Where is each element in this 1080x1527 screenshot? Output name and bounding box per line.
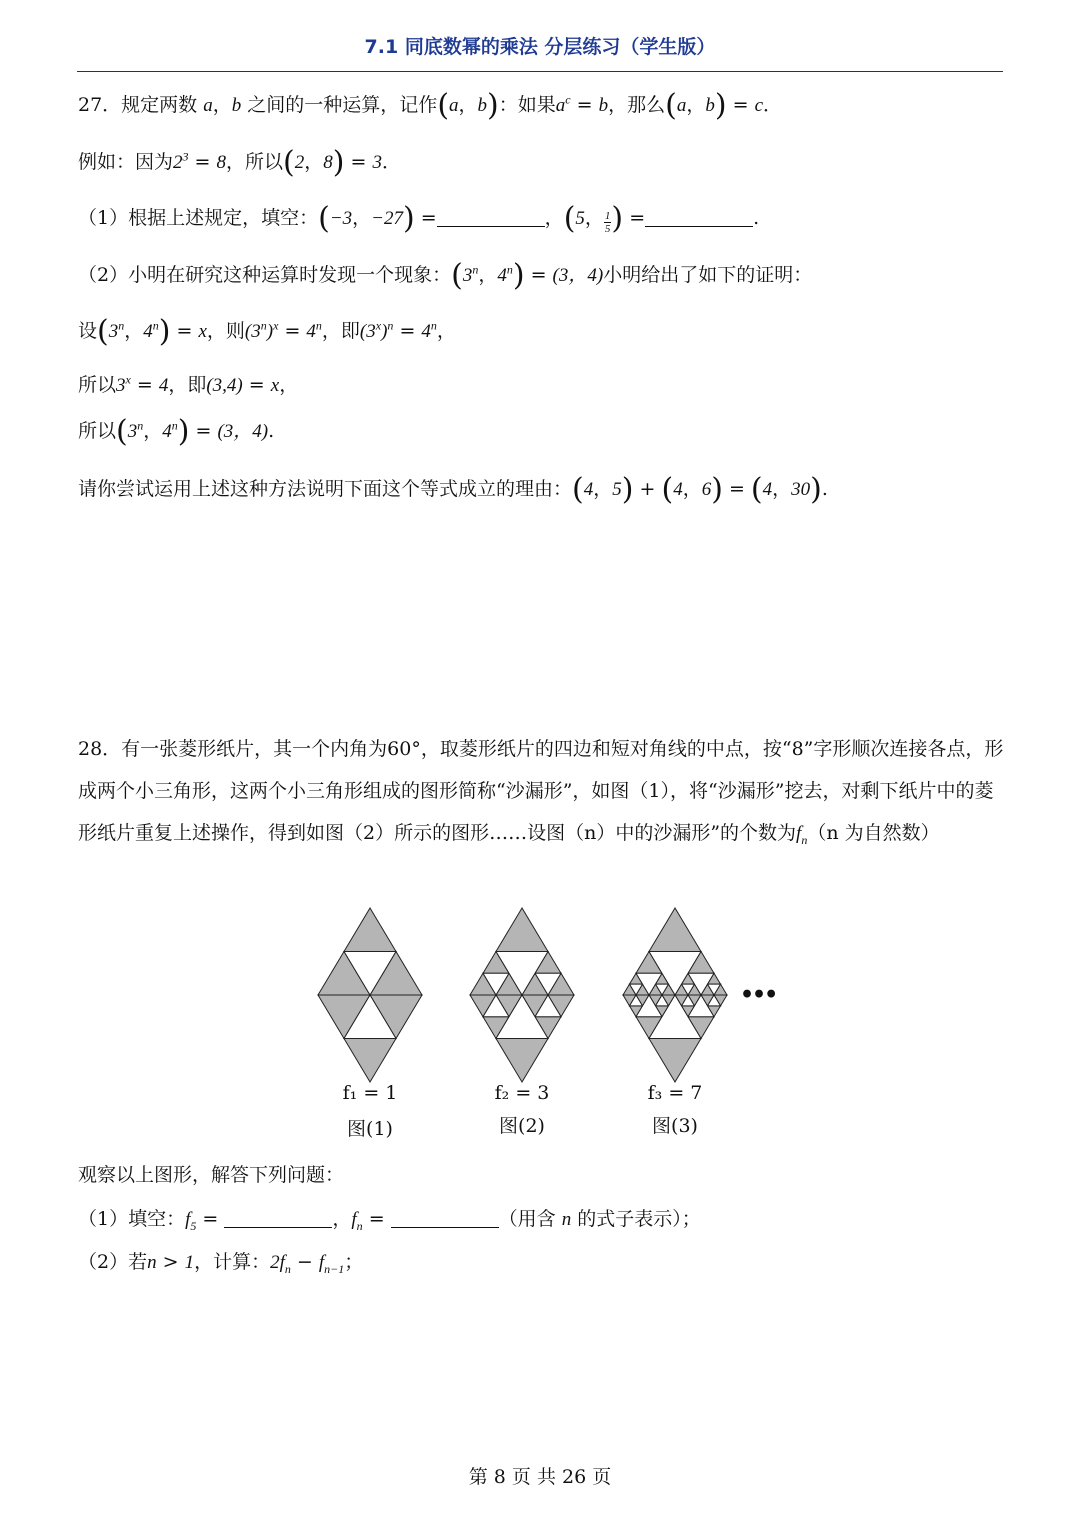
- q28-text: （2）若: [78, 1251, 148, 1273]
- q27-part1-line: （1）根据上述规定，填空：(−3，−27) = ，(5， $\frac{1}{5}$ ) = .: [78, 201, 760, 236]
- q27-text: ，: [212, 94, 232, 116]
- q28-part2-line: （2）若n > 1，计算：$2f_n - f_{n-1}$；: [78, 1251, 364, 1276]
- q27-text: ．: [381, 151, 401, 173]
- answer-blank[interactable]: [391, 1209, 499, 1228]
- q27-proof-line: 所以$3^x = 4$，即(3,4) = x，: [78, 372, 299, 396]
- q27-text: ，那么: [608, 94, 666, 116]
- q27-text: ，: [436, 320, 456, 342]
- figure-1-label: 图(1): [347, 1118, 393, 1140]
- q27-text: ，: [279, 374, 299, 396]
- q27-task-line: 请你尝试运用上述这种方法说明下面这个等式成立的理由：(4，5) + (4，6) = (4，30).: [78, 472, 828, 507]
- q27-text: .: [753, 207, 760, 229]
- q27-text: ，: [544, 207, 564, 229]
- figure-1-formula: f₁ = 1: [342, 1082, 398, 1104]
- q27-part2-line: （2）小明在研究这种运算时发现一个现象：(3$^n$，$4^n) = (3$，4)小明给出了如下的证明：: [78, 258, 813, 293]
- q27-text: =: [420, 207, 437, 229]
- sandglass-figure: [300, 900, 780, 1145]
- q27-text: （2）小明在研究这种运算时发现一个现象：: [78, 264, 452, 286]
- page-header-title: 7.1 同底数幂的乘法 分层练习（学生版）: [364, 36, 716, 58]
- q27-proof-line: 设(3$^n$，$4^n) = x$，则$(3^n)^x = 4^n$，即$(3^x)^n = 4^n$，: [78, 314, 456, 349]
- q27-text: 之间的一种运算，记作: [247, 94, 438, 116]
- q27-text: 请你尝试运用上述这种方法说明下面这个等式成立的理由：: [78, 478, 573, 500]
- figure-3-label: 图(3): [652, 1115, 698, 1137]
- q28-text: ，: [332, 1208, 352, 1230]
- q27-text: （1）根据上述规定，填空：: [78, 207, 319, 229]
- q27-text: ，所以: [226, 151, 284, 173]
- q27-text: 所以: [78, 374, 117, 396]
- q27-text: ：如果: [498, 94, 556, 116]
- figure-3-rhombus: [623, 908, 727, 1082]
- q27-text: 设: [78, 320, 98, 342]
- q28-text: 的式子表示）；: [577, 1208, 701, 1230]
- q27-text: 27．规定两数: [78, 94, 198, 116]
- ellipsis-dots: •••: [740, 982, 777, 1008]
- q27-text: =: [629, 207, 646, 229]
- q28-text: ；: [344, 1251, 364, 1273]
- q28-part1-line: （1）填空：$f_5$ = ，$f_n$ = （用含 n 的式子表示）；: [78, 1208, 701, 1233]
- q28-text: 28．有一张菱形纸片，其一个内角为60°，取菱形纸片的四边和短对角线的中点，按“8”字形顺次连接各点，形成两个小三角形，这两个小三角形组成的图形简称“沙漏形”，如图（1），将“沙漏形”挖去，对剩下纸片中的菱形纸片重复上述操作，得到如图（2）所示的图形……设图（n）中的沙漏形”的个数为: [78, 738, 1004, 844]
- q28-text: ，计算：: [194, 1251, 271, 1273]
- q27-text: ，即: [168, 374, 207, 396]
- q28-text: （用含: [498, 1208, 556, 1230]
- q27-text: .: [821, 478, 828, 500]
- q27-statement-line: 27．规定两数 a，b 之间的一种运算，记作(a，b)：如果$a^c = b$，那么(a，b) = c．: [78, 88, 783, 123]
- answer-blank[interactable]: [437, 208, 545, 227]
- figure-2-label: 图(2): [499, 1115, 545, 1137]
- q27-text: ，即: [321, 320, 360, 342]
- q27-text: 所以: [78, 420, 117, 442]
- page-footer: 第 8 页 共 26 页: [468, 1466, 612, 1488]
- q27-proof-line: 所以(3$^n$，$4^n) = (3$，4).: [78, 414, 275, 449]
- q28-observe-line: 观察以上图形，解答下列问题：: [78, 1164, 345, 1186]
- q27-text: 例如：因为: [78, 151, 174, 173]
- answer-blank[interactable]: [645, 208, 753, 227]
- q27-example-line: 例如：因为$2^3 = 8$，所以(2，8) = 3．: [78, 145, 401, 180]
- header-divider: [77, 71, 1003, 72]
- figure-3-formula: f₃ = 7: [647, 1082, 703, 1104]
- q27-text: 小明给出了如下的证明：: [603, 264, 813, 286]
- figure-2-rhombus: [470, 908, 574, 1082]
- q27-text: .: [268, 420, 275, 442]
- q27-text: ，则: [206, 320, 245, 342]
- q28-text: （n 为自然数）: [807, 822, 940, 844]
- figure-1-rhombus: [318, 908, 422, 1082]
- q27-text: ．: [763, 94, 783, 116]
- answer-blank[interactable]: [224, 1209, 332, 1228]
- q28-text: （1）填空：: [78, 1208, 186, 1230]
- q28-statement: 28．有一张菱形纸片，其一个内角为60°，取菱形纸片的四边和短对角线的中点，按“8”字形顺次连接各点，形成两个小三角形，这两个小三角形组成的图形简称“沙漏形”，如图（1），将“沙漏形”挖去，对剩下纸片中的菱形纸片重复上述操作，得到如图（2）所示的图形……设图（n）中的沙漏形”的个数为$f_n(n$ 为自然数）: [78, 738, 1004, 847]
- figure-2-formula: f₂ = 3: [494, 1082, 550, 1104]
